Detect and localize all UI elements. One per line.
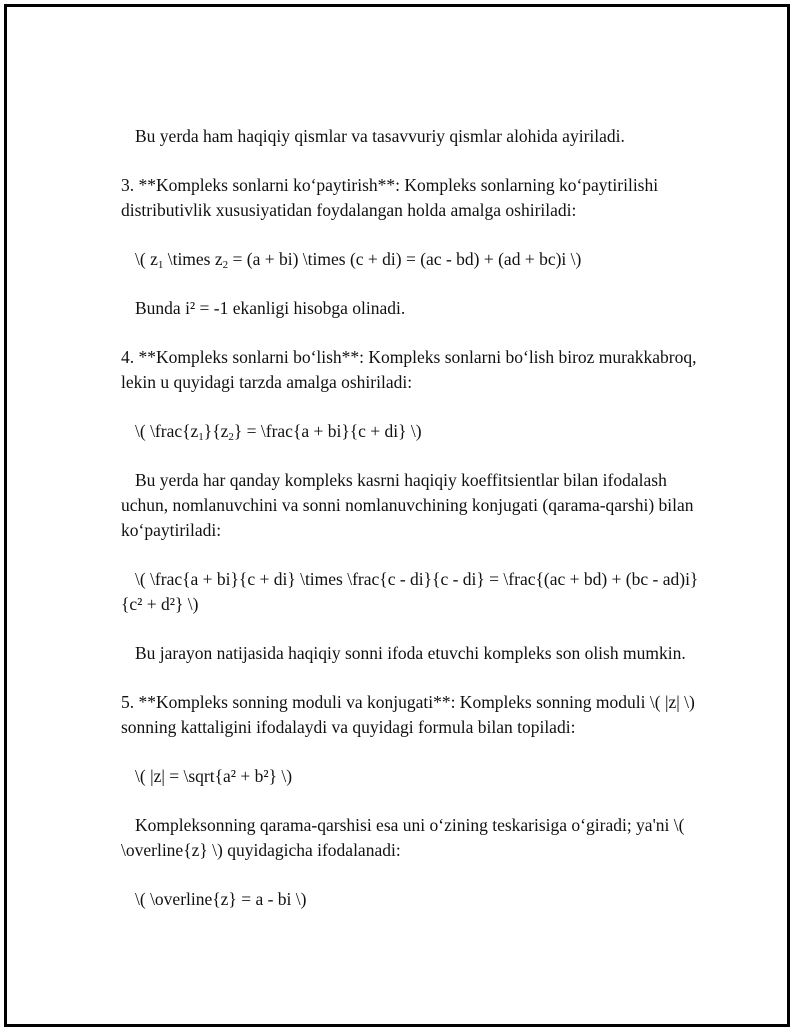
paragraph-modulus: 5. **Kompleks sonning moduli va konjugati**: Kompleks sonning moduli \( |z| \) sonning kattaligini ifodalaydi va quyidagi formula bilan topiladi: (121, 692, 695, 737)
paragraph-multiplication: 3. **Kompleks sonlarni koʻpaytirish**: Kompleks sonlarning koʻpaytirilishi distributivlik xususiyatidan foydalangan holda amalga oshiriladi: (121, 175, 659, 220)
formula-division-expanded: \( \frac{a + bi}{c + di} \times \frac{c - di}{c - di} = \frac{(ac + bd) + (bc - ad)i}{c² + d²} \) (121, 569, 699, 614)
paragraph-result: Bu jarayon natijasida haqiqiy sonni ifoda etuvchi kompleks son olish mumkin. (135, 643, 686, 663)
subscript: 2 (228, 431, 234, 443)
formula-text: }{z (203, 421, 229, 441)
formula-conjugate: \( \overline{z} = a - bi \) (135, 889, 307, 909)
formula-text: \( \frac{z (135, 421, 199, 441)
subscript: 2 (222, 259, 229, 271)
paragraph-subtraction-note: Bu yerda ham haqiqiy qismlar va tasavvuriy qismlar alohida ayiriladi. (135, 126, 625, 146)
paragraph-i-squared: Bunda i² = -1 ekanligi hisobga olinadi. (135, 298, 406, 318)
paragraph-conjugate: Kompleksonning qarama-qarshisi esa uni oʻzining teskarisiga oʻgiradi; ya'ni \( \overline{z} \) quyidagicha ifodalanadi: (121, 815, 685, 860)
formula-text: \( z (135, 249, 158, 269)
formula-modulus: \( |z| = \sqrt{a² + b²} \) (135, 766, 293, 786)
subscript: 1 (198, 431, 204, 443)
paragraph-conjugate-explanation: Bu yerda har qanday kompleks kasrni haqiqiy koeffitsientlar bilan ifodalash uchun, nomlanuvchini va sonni nomlanuvchining konjugati (qarama-qarshi) bilan koʻpaytiriladi: (121, 470, 694, 540)
formula-division (121, 419, 701, 444)
formula-text: = (a + bi) \times (c + di) = (ac - bd) + (ad + bc)i \) (228, 249, 582, 269)
document-page (4, 4, 790, 1027)
formula-text: } = \frac{a + bi}{c + di} \) (233, 421, 422, 441)
paragraph-division: 4. **Kompleks sonlarni boʻlish**: Kompleks sonlarni boʻlish biroz murakkabroq, lekin u quyidagi tarzda amalga oshiriladi: (121, 347, 697, 392)
formula-text: \times z (163, 249, 223, 269)
subscript: 1 (157, 259, 164, 271)
formula-multiplication (121, 247, 701, 272)
document-body (121, 124, 701, 936)
